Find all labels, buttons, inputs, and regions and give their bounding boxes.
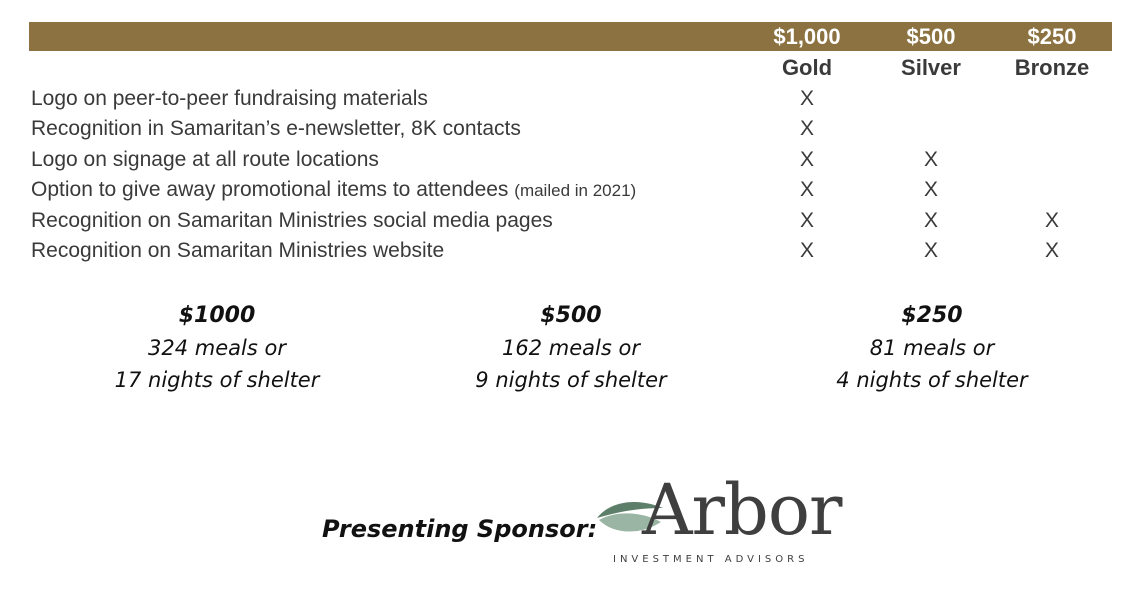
arbor-logo — [595, 469, 845, 568]
benefit-row — [0, 114, 1140, 144]
impact-block-500 — [421, 300, 721, 396]
tier-gold: Gold — [781, 55, 833, 80]
benefit-row — [0, 206, 1140, 236]
benefit-label: Option to give away promotional items to attendees (mailed in 2021) — [31, 178, 637, 201]
presenting-sponsor-label: Presenting Sponsor: — [322, 515, 598, 543]
gold-mark: X — [799, 209, 814, 232]
benefit-label: Recognition on Samaritan Ministries website — [31, 239, 445, 262]
benefit-label: Logo on peer-to-peer fundraising materials — [31, 87, 428, 110]
benefit-row — [0, 145, 1140, 175]
tier-silver: Silver — [901, 55, 961, 80]
gold-mark: X — [799, 148, 814, 171]
impact-shelter: 17 nights of shelter — [114, 368, 320, 392]
price-bronze: $250 — [1027, 24, 1077, 49]
impact-shelter: 9 nights of shelter — [475, 368, 667, 392]
silver-mark: X — [923, 239, 938, 262]
impact-meals: 324 meals or — [148, 336, 286, 360]
impact-block-250 — [782, 300, 1082, 396]
price-gold: $1,000 — [773, 24, 841, 49]
benefit-row — [0, 84, 1140, 114]
bronze-mark: X — [1044, 209, 1059, 232]
benefit-row — [0, 175, 1140, 205]
gold-mark: X — [799, 178, 814, 201]
impact-meals: 81 meals or — [869, 336, 995, 360]
tier-bronze: Bronze — [1014, 55, 1090, 80]
impact-amount: $1000 — [178, 303, 256, 328]
benefit-label: Recognition in Samaritan’s e-newsletter, 8K contacts — [31, 117, 521, 140]
price-silver: $500 — [906, 24, 956, 49]
impact-block-1000 — [67, 300, 367, 396]
silver-mark: X — [923, 209, 938, 232]
logo-wordmark: Arbor — [642, 469, 842, 551]
gold-mark: X — [799, 87, 814, 110]
benefit-note: (mailed in 2021) — [514, 181, 637, 200]
impact-shelter: 4 nights of shelter — [836, 368, 1028, 392]
impact-amount: $250 — [901, 303, 963, 328]
gold-mark: X — [799, 117, 814, 140]
benefit-row — [0, 236, 1140, 266]
benefit-label: Recognition on Samaritan Ministries social media pages — [31, 209, 553, 232]
bronze-mark: X — [1044, 239, 1059, 262]
gold-mark: X — [799, 239, 814, 262]
silver-mark: X — [923, 178, 938, 201]
silver-mark: X — [923, 148, 938, 171]
logo-subtitle: INVESTMENT ADVISORS — [613, 554, 809, 565]
benefit-label: Logo on signage at all route locations — [31, 148, 379, 171]
impact-amount: $500 — [540, 303, 602, 328]
impact-meals: 162 meals or — [502, 336, 640, 360]
